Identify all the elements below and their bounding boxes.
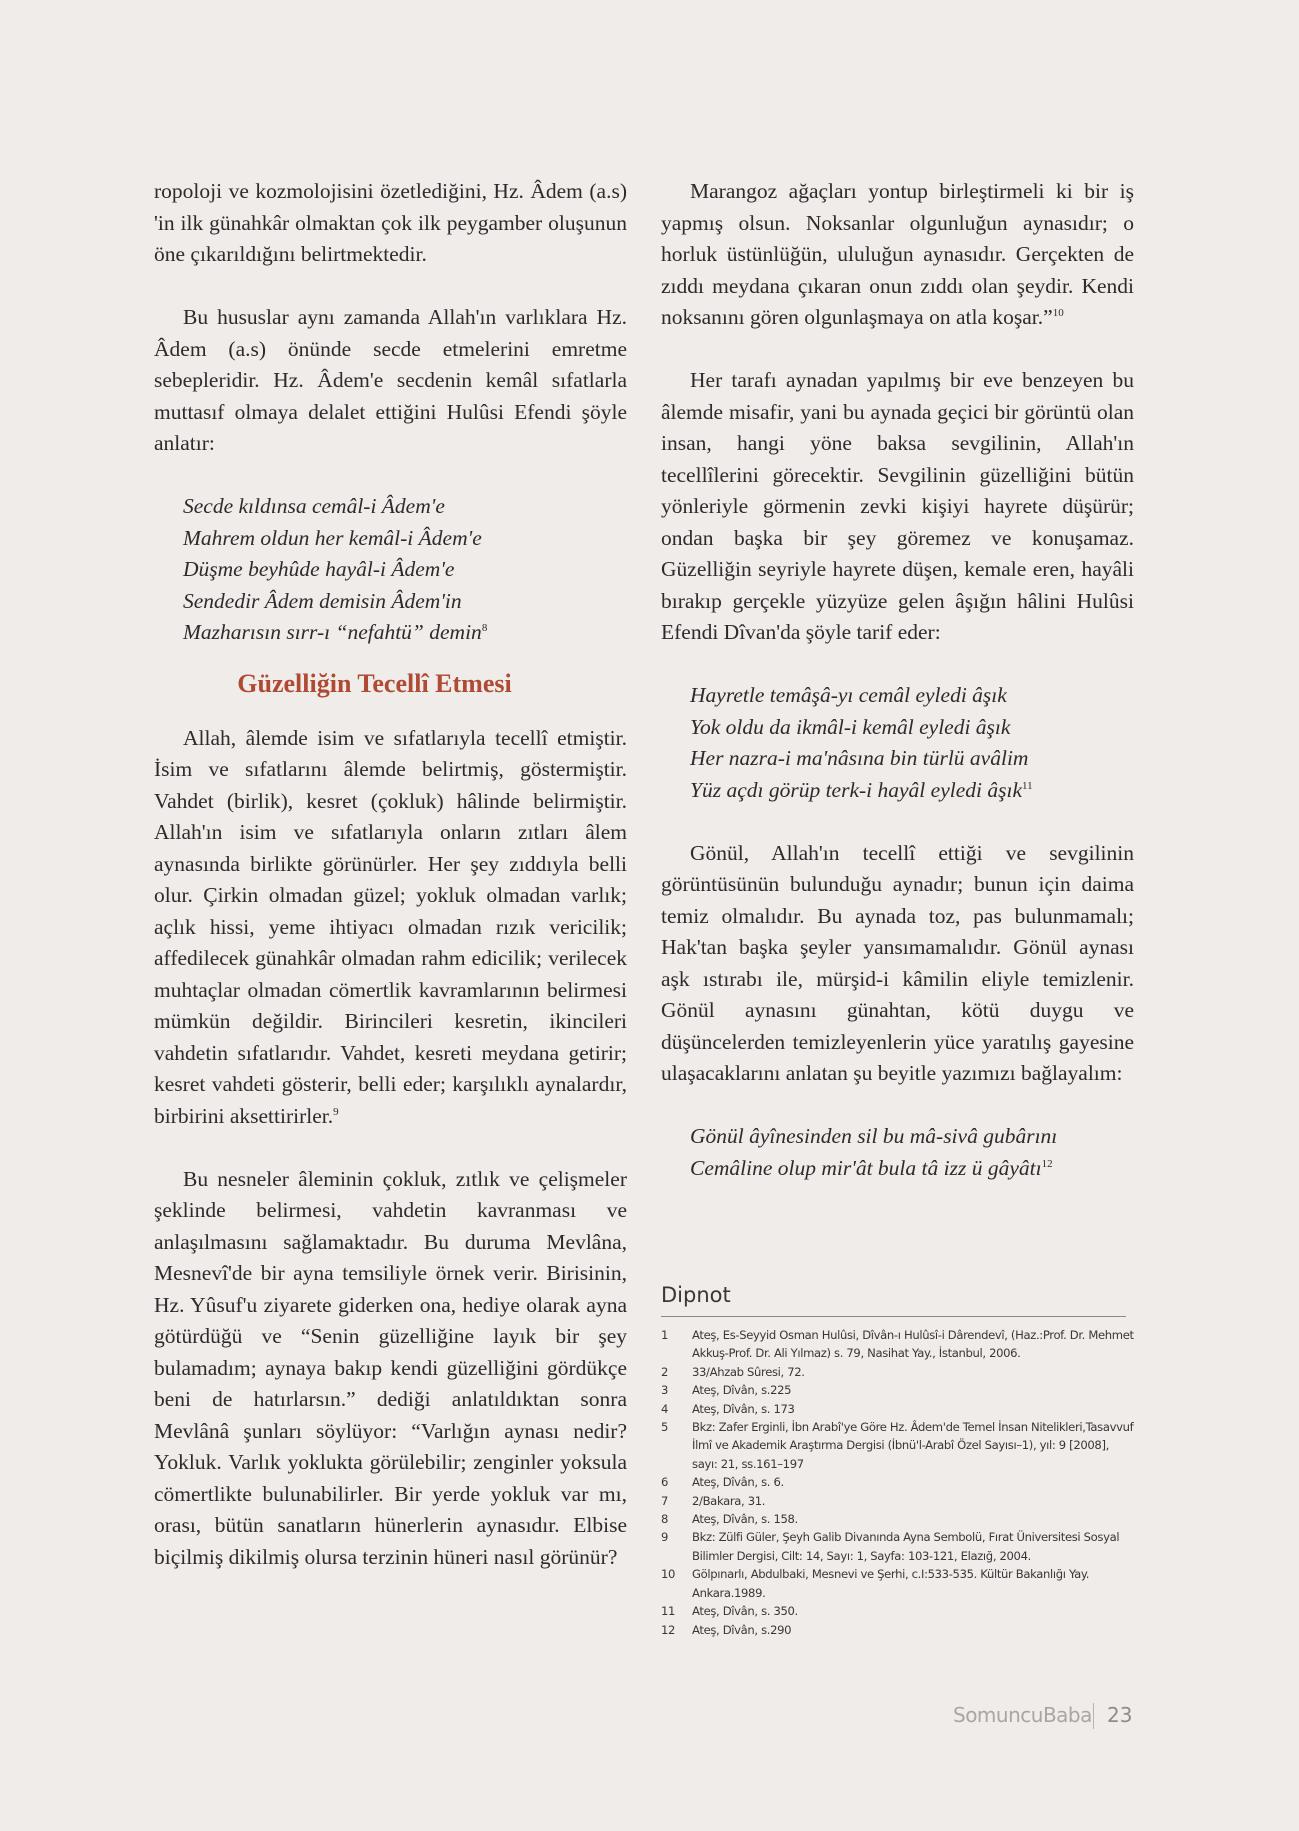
poem-line: Hayretle temâşâ-yı cemâl eyledi âşık [690, 683, 1007, 707]
right-column [661, 176, 1134, 1184]
footnote-number: 5 [661, 1420, 669, 1435]
poem-line: Secde kıldınsa cemâl-i Âdem'e [183, 494, 445, 518]
poem-line: Yok oldu da ikmâl-i kemâl eyledi âşık [690, 714, 1011, 739]
paragraph: Bu nesneler âleminin çokluk, zıtlık ve çelişmeler şeklinde belirmesi, vahdetin kavranması ve anlaşılmasını sağlamaktadır. Bu duruma Mevlâna, Mesnevî'de bir ayna temsiliyle örnek verir. Birisinin, Hz. Yûsuf'u ziyarete giderken ona, hediye olarak ayna götürdüğü ve “Senin güzelliğine layık bir şey bulamadım; aynaya bakıp kendi güzelliğini gördükçe beni de hatırlarsın.” dediği anlatıldıktan sonra Mevlânâ şunları söylüyor: “Varlığın aynası nedir? Yokluk. Varlık yoklukta görülebilir; zenginler yoksula cömertlikte bulunabilirler. Bir yerde yokluk var mı, orası, bütün sanatların hünerlerin aynasıdır. Elbise biçilmiş dikilmiş olursa terzinin hüneri nasıl görünür? [154, 1166, 627, 1569]
footnote-ref: 9 [333, 1105, 339, 1118]
footnote-text: Ateş, Dîvân, s. 350. [692, 1604, 798, 1619]
footnote-ref: 8 [481, 622, 488, 634]
paragraph: Bu hususlar aynı zamanda Allah'ın varlıklara Hz. Âdem (a.s) önünde secde etmelerini emretme sebepleridir. Hz. Âdem'e secdenin kemâl sıfatlarla muttasıf olmaya delalet ettiğini Hulûsi Efendi şöyle anlatır: [154, 305, 627, 455]
paragraph: Her tarafı aynadan yapılmış bir eve benzeyen bu âlemde misafir, yani bu aynada geçici bir görüntü olan insan, hangi yöne baksa sevgilinin, Allah'ın tecellîlerini görecektir. Sevgilinin güzelliğini bütün yönleriyle görmenin zevki kişiyi hayrete düşürür; ondan başka bir şey göremez ve konuşamaz. Güzelliğin seyriyle hayrete düşen, kemale eren, hayâli bırakıp gerçekle yüzyüze gelen âşığın hâlini Hulûsi Efendi Dîvan'da şöyle tarif eder: [661, 368, 1134, 644]
footnote-text: 33/Ahzab Sûresi, 72. [692, 1364, 805, 1379]
paragraph: Allah, âlemde isim ve sıfatlarıyla tecellî etmiştir. İsim ve sıfatlarını âlemde belirtmiş, göstermiştir. Vahdet (birlik), kesret (çokluk) hâlinde belirmiştir. Allah'ın isim ve sıfatlarıyla onların zıtları âlem aynasında birlikte görünürler. Her şey zıddıyla belli olur. Çirkin olmadan güzel; yokluk olmadan varlık; açlık hissi, yeme ihtiyacı olmadan rızık vericilik; affedilecek günahkâr olmadan rahm edicilik; verilecek muhtaçlar olmadan cömertlik kavramlarının belirmesi mümkün değildir. Birincileri kesretin, ikincileri vahdetin sıfatlarıdır. Vahdet, kesreti meydana getirir; kesret vahdeti gösterir, belli eder; karşılıklı aynalardır, birbirini aksettirirler.$^9$ [154, 725, 627, 1128]
footnote-item [661, 1621, 1137, 1639]
footnote-item [661, 1326, 1137, 1363]
poem-line: Her nazra-i ma'nâsına bin türlü avâlim [690, 746, 1029, 770]
poem-quote [154, 491, 627, 649]
poem-line: Cemâline olup mir'ât bula tâ izz ü gâyâtı$^{12}$ [690, 1155, 1053, 1180]
section-heading: Güzelliğin Tecellî Etmesi [237, 668, 512, 698]
footnote-item [661, 1418, 1137, 1473]
poem-line: Mazharısın sırr-ı “nefahtü” demin$^8$ [183, 620, 488, 644]
footnote-text: Ateş, Dîvân, s.290 [692, 1622, 792, 1637]
footnote-number: 1 [661, 1328, 669, 1342]
footnote-text: Gölpınarlı, Abdulbaki, Mesnevi ve Şerhi, c.I:533-535. Kültür Bakanlığı Yay. Ankara.1989. [692, 1567, 1090, 1600]
poem-quote [661, 1121, 1134, 1184]
footnotes-divider [661, 1316, 1126, 1317]
poem-line: Gönül âyînesinden sil bu mâ-sivâ gubârını [690, 1124, 1058, 1148]
footnote-item [661, 1602, 1137, 1620]
footnote-number: 12 [661, 1622, 676, 1637]
footnote-item [661, 1473, 1137, 1491]
footnote-ref: 10 [1052, 307, 1064, 319]
poem-quote [661, 680, 1134, 806]
footnote-item [661, 1381, 1137, 1399]
footnotes-title: Dipnot [661, 1283, 731, 1307]
footnote-text: Bkz: Zülfi Güler, Şeyh Galib Divanında Ayna Sembolü, Fırat Üniversitesi Sosyal Bilimler Dergisi, Cilt: 14, Sayı: 1, Sayfa: 103-121, Elazığ, 2004. [692, 1530, 1120, 1563]
magazine-brand-logo: SomuncuBaba [953, 1703, 1092, 1727]
footnote-item [661, 1492, 1137, 1510]
footer-divider [1093, 1703, 1094, 1729]
page-number: 23 [1107, 1703, 1133, 1727]
footnote-number: 7 [661, 1493, 669, 1508]
footnote-item [661, 1400, 1137, 1418]
footnote-number: 2 [661, 1364, 669, 1379]
footnote-number: 9 [661, 1530, 669, 1545]
footnote-number: 11 [661, 1604, 676, 1619]
poem-line: Düşme beyhûde hayâl-i Âdem'e [183, 557, 455, 581]
footnote-item [661, 1528, 1137, 1565]
footnote-item [661, 1510, 1137, 1528]
footnote-text: Ateş, Dîvân, s. 173 [692, 1401, 795, 1416]
poem-line: Sendedir Âdem demisin Âdem'in [183, 588, 462, 613]
footnote-ref: 11 [1022, 779, 1033, 792]
footnote-number: 8 [661, 1512, 669, 1527]
footnote-item [661, 1565, 1137, 1602]
paragraph: ropoloji ve kozmolojisini özetlediğini, Hz. Âdem (a.s) 'in ilk günahkâr olmaktan çok ilk peygamber oluşunun öne çıkarıldığını belirtmektedir. [154, 179, 627, 266]
footnote-number: 3 [661, 1383, 669, 1398]
footnote-number: 10 [661, 1567, 676, 1582]
paragraph: Gönül, Allah'ın tecellî ettiği ve sevgilinin görüntüsünün bulunduğu aynadır; bunun için daima temiz olmalıdır. Bu aynada toz, pas bulunmamalı; Hak'tan başka şeyler yansımamalıdır. Gönül aynası aşk ıstırabı ile, mürşid-i kâmilin eliyle temizlenir. Gönül aynasını günahtan, kötü duygu ve düşüncelerden temizleyenlerin yüce yaratılış gayesine ulaşacaklarını anlatan şu beyitle yazımızı bağlayalım: [661, 840, 1134, 1085]
paragraph: Marangoz ağaçları yontup birleştirmeli ki bir iş yapmış olsun. Noksanlar olgunluğun aynasıdır; o horluk üstünlüğün, ululuğun aynasıdır. Gerçekten de zıddı meydana çıkaran onun zıddı olan şeydir. Kendi noksanını gören olgunlaşmaya on atla koşar.”$^{10}$ [661, 179, 1134, 329]
footnote-text: Ateş, Dîvân, s. 158. [692, 1512, 798, 1527]
footnote-ref: 12 [1041, 1157, 1053, 1170]
footnote-text: Ateş, Dîvân, s.225 [692, 1383, 792, 1398]
footnote-text: Bkz: Zafer Erginli, İbn Arabî'ye Göre Hz. Âdem'de Temel İnsan Nitelikleri,Tasavvuf İlmî ve Akademik Araştırma Dergisi (İbnü'l-Arabî Özel Sayısı–1), yıl: 9 [2008], sayı: 21, ss.161–197 [692, 1420, 1134, 1471]
footnote-number: 6 [661, 1475, 669, 1490]
footnote-number: 4 [661, 1401, 669, 1416]
footnote-item [661, 1363, 1137, 1381]
left-column [154, 176, 627, 1573]
footnote-text: Ateş, Dîvân, s. 6. [692, 1475, 784, 1490]
poem-line: Yüz açdı görüp terk-i hayâl eyledi âşık$^{11}$ [690, 777, 1033, 802]
footnotes-list [661, 1326, 1137, 1639]
footnote-text: 2/Bakara, 31. [692, 1493, 766, 1508]
footnote-text: Ateş, Es-Seyyid Osman Hulûsi, Dîvân-ı Hulûsî-i Dârendevî, (Haz.:Prof. Dr. Mehmet Akkuş-Prof. Dr. Ali Yılmaz) s. 79, Nasihat Yay., İstanbul, 2006. [692, 1328, 1134, 1361]
poem-line: Mahrem oldun her kemâl-i Âdem'e [183, 525, 482, 550]
